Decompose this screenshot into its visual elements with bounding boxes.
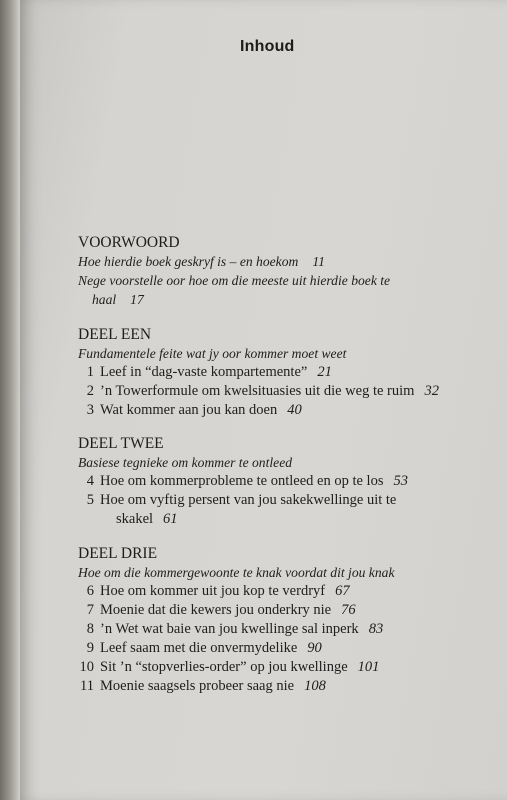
toc-entry — [76, 601, 356, 619]
entry-text: Hoe om kommerprobleme te ontleed en op te los — [100, 473, 384, 489]
entry-text: Hoe hierdie boek geskryf is – en hoekom — [78, 254, 299, 269]
book-spine-shadow — [0, 0, 20, 800]
section-heading-deel-twee: DEEL TWEE — [78, 435, 164, 452]
section-subtitle-deel-een: Fundamentele feite wat jy oor kommer moet weet — [78, 346, 347, 361]
entry-text: Leef in “dag-vaste kompartemente” — [100, 364, 308, 380]
entry-number: 1 — [86, 364, 94, 380]
entry-number: 2 — [86, 383, 94, 399]
entry-page: 83 — [368, 621, 384, 637]
entry-text: Leef saam met die onvermydelike — [100, 640, 298, 656]
toc-entry — [76, 491, 396, 509]
toc-entry-foreword-1 — [78, 253, 325, 271]
entry-text: Moenie dat die kewers jou onderkry nie — [100, 602, 332, 618]
section-heading-deel-een: DEEL EEN — [78, 326, 152, 343]
entry-number: 3 — [86, 402, 94, 418]
entry-page: 67 — [335, 583, 350, 599]
toc-entry-cont — [116, 510, 178, 528]
section-subtitle-deel-twee: Basiese tegnieke om kommer te ontleed — [78, 455, 293, 470]
section-heading-deel-drie: DEEL DRIE — [78, 545, 158, 562]
entry-text: Sit ’n “stopverlies-order” op jou kwellinge — [100, 659, 348, 675]
entry-number: 11 — [80, 678, 94, 694]
toc-entry-foreword-2-cont — [92, 291, 144, 309]
entry-text: Hoe om vyftig persent van jou sakekwellinge uit te — [100, 492, 397, 508]
toc-entry — [76, 401, 302, 419]
entry-page: 108 — [304, 678, 326, 694]
entry-page: 40 — [287, 402, 302, 418]
entry-text: skakel — [116, 511, 154, 527]
entry-number: 7 — [86, 602, 94, 618]
entry-text: ’n Towerformule om kwelsituasies uit die weg te ruim — [100, 383, 415, 399]
entry-text: Wat kommer aan jou kan doen — [100, 402, 278, 418]
entry-page: 90 — [307, 640, 322, 656]
entry-number: 9 — [86, 640, 94, 656]
page-title: Inhoud — [240, 38, 295, 55]
toc-entry — [76, 363, 332, 381]
entry-page: 32 — [424, 383, 439, 399]
book-page — [20, 0, 507, 800]
entry-page: 101 — [357, 659, 380, 675]
entry-page: 11 — [312, 254, 325, 269]
toc-entry — [76, 677, 326, 695]
toc-entry — [76, 620, 383, 638]
entry-text: haal — [92, 292, 117, 307]
toc-entry — [76, 582, 350, 600]
entry-text: Moenie saagsels probeer saag nie — [100, 678, 295, 694]
toc-entry — [76, 658, 379, 676]
entry-page: 21 — [317, 364, 332, 380]
toc-entry-foreword-2: Nege voorstelle oor hoe om die meeste uit hierdie boek te — [78, 273, 391, 288]
toc-entry — [76, 472, 408, 490]
toc-entry — [76, 382, 439, 400]
entry-number: 6 — [86, 583, 94, 599]
entry-number: 8 — [86, 621, 94, 637]
entry-number: 4 — [86, 473, 94, 489]
entry-text: ’n Wet wat baie van jou kwellinge sal inperk — [100, 621, 359, 637]
entry-number: 10 — [79, 659, 94, 675]
entry-page: 17 — [130, 292, 144, 307]
entry-number: 5 — [86, 492, 94, 508]
toc-entry — [76, 639, 322, 657]
entry-page: 61 — [163, 511, 178, 527]
section-heading-voorwoord: VOORWOORD — [78, 234, 180, 251]
entry-page: 76 — [341, 602, 356, 618]
entry-page: 53 — [393, 473, 408, 489]
entry-text: Hoe om kommer uit jou kop te verdryf — [100, 583, 326, 599]
section-subtitle-deel-drie: Hoe om die kommergewoonte te knak voordat dit jou knak — [78, 565, 395, 580]
